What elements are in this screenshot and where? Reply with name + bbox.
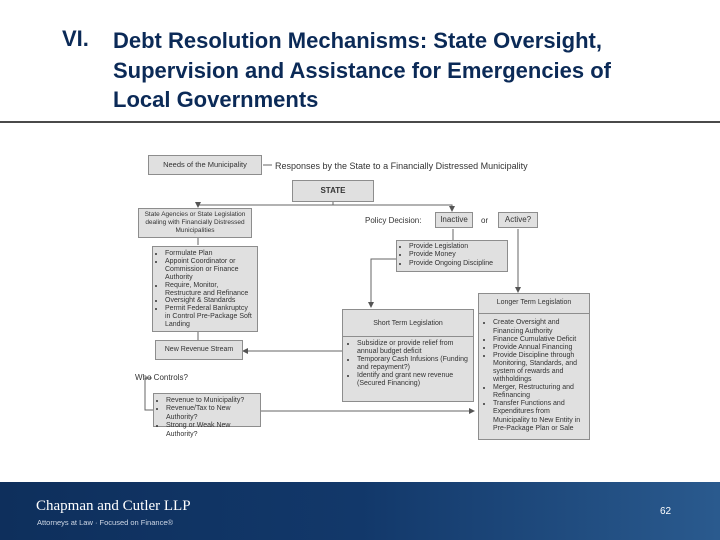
section-number: VI. [62,26,89,51]
short-term-item: • Temporary Cash Infusions (Funding and repayment?) [357,356,469,372]
active-box: Active? [498,212,538,228]
short-term-item: • Subsidize or provide relief from annual budget deficit [357,340,469,356]
connector-state-agencies [198,202,333,207]
new-revenue-box: New Revenue Stream [155,340,243,360]
plan-box [152,246,258,332]
short-term-box [342,309,474,402]
provide-item: • Provide Legislation [409,243,504,251]
plan-item: • Require, Monitor, Restructure and Refinance [165,282,254,298]
plan-item: • Formulate Plan [165,250,254,258]
firm-logo-text: Chapman and Cutler LLP [36,498,191,514]
who-controls-label: Who Controls? [135,373,188,382]
control-options-box [153,393,261,438]
page-number: 62 [660,506,672,517]
longer-term-item: • Finance Cumulative Deficit [493,336,586,344]
firm-tagline: Attorneys at Law · Focused on Finance® [37,518,174,527]
longer-term-box [478,293,590,440]
longer-term-item: • Merger, Restructuring and Refinancing [493,384,586,400]
control-option: • Revenue to Municipality? [166,397,257,405]
needs-box: Needs of the Municipality [148,155,262,175]
connector-provide-short [371,259,398,307]
title-line-1: Debt Resolution Mechanisms: State Oversight, [113,28,602,53]
longer-term-item: • Provide Annual Financing [493,344,586,352]
short-term-header: Short Term Legislation [343,310,473,337]
title-line-3: Local Governments [113,87,319,112]
connector-who-options [145,378,153,410]
or-label: or [481,216,489,225]
longer-term-header: Longer Term Legislation [479,294,589,314]
provide-item: • Provide Money [409,251,504,259]
connector-state-policy [333,202,452,211]
plan-item: • Permit Federal Bankruptcy in Control Pre-Package Soft Landing [165,305,254,329]
plan-item: • Appoint Coordinator or Commission or Finance Authority [165,258,254,282]
plan-item: • Oversight & Standards [165,297,254,305]
control-option: • Revenue/Tax to New Authority? [166,405,257,422]
policy-decision-label: Policy Decision: [365,216,422,225]
longer-term-item: • Create Oversight and Financing Authority [493,319,586,335]
responses-label: Responses by the State to a Financially Distressed Municipality [275,161,528,171]
provide-item: • Provide Ongoing Discipline [409,260,504,268]
provide-box [396,240,508,272]
state-box: STATE [292,180,374,202]
short-term-item: • Identify and grant new revenue (Secured Financing) [357,372,469,388]
longer-term-item: • Transfer Functions and Expenditures from Municipality to New Entity in Pre-Package Plan or Sale [493,400,586,432]
longer-term-item: • Provide Discipline through Monitoring, Standards, and system of rewards and withholdings [493,352,586,384]
agencies-box: State Agencies or State Legislation dealing with Financially Distressed Municipalities [138,208,252,238]
control-option: • Strong or Weak New Authority? [166,422,257,439]
inactive-box: Inactive [435,212,473,228]
title-line-2: Supervision and Assistance for Emergencies of [113,57,612,83]
footer-bar [0,482,720,540]
